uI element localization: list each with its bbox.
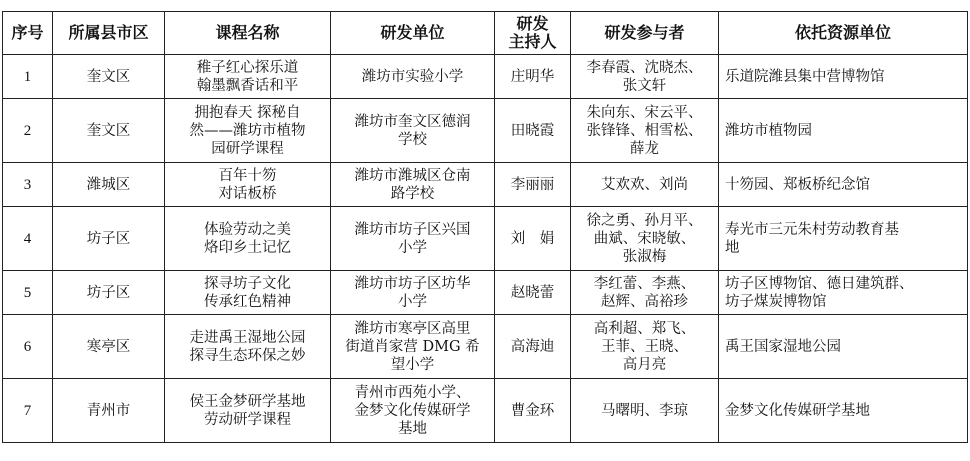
cell-no: 3 [3,163,53,207]
cell-developer: 潍坊市寒亭区高里 街道肖家营 DMG 希 望小学 [331,315,495,379]
cell-resource: 寿光市三元朱村劳动教育基 地 [719,207,968,271]
cell-resource: 金梦文化传媒研学基地 [719,379,968,443]
cell-course: 百年十笏 对话板桥 [165,163,331,207]
header-participants: 研发参与者 [571,12,719,55]
cell-host: 田晓霞 [495,99,571,163]
cell-course: 侯王金梦研学基地 劳动研学课程 [165,379,331,443]
cell-developer: 潍坊市坊子区兴国 小学 [331,207,495,271]
cell-no: 6 [3,315,53,379]
cell-no: 2 [3,99,53,163]
table-row [3,163,968,207]
cell-resource: 坊子区博物馆、德日建筑群、 坊子煤炭博物馆 [719,271,968,315]
cell-developer: 潍坊市潍城区仓南 路学校 [331,163,495,207]
cell-host: 赵晓蕾 [495,271,571,315]
cell-course: 体验劳动之美 烙印乡土记忆 [165,207,331,271]
cell-participants: 徐之勇、孙月平、 曲斌、宋晓敏、 张淑梅 [571,207,719,271]
header-resource: 依托资源单位 [719,12,968,55]
cell-county: 寒亭区 [53,315,165,379]
cell-resource: 乐道院潍县集中营博物馆 [719,55,968,99]
cell-participants: 朱向东、宋云平、 张锋锋、相雪松、 薛龙 [571,99,719,163]
header-course: 课程名称 [165,12,331,55]
cell-host: 庄明华 [495,55,571,99]
cell-developer: 青州市西苑小学、 金梦文化传媒研学 基地 [331,379,495,443]
cell-no: 7 [3,379,53,443]
header-host: 研发 主持人 [495,12,571,55]
table-row [3,379,968,443]
cell-county: 坊子区 [53,207,165,271]
course-table [2,11,968,443]
cell-no: 5 [3,271,53,315]
cell-participants: 艾欢欢、刘尚 [571,163,719,207]
table-row [3,271,968,315]
cell-host: 刘 娟 [495,207,571,271]
table-row [3,99,968,163]
cell-resource: 禹王国家湿地公园 [719,315,968,379]
cell-course: 走进禹王湿地公园 探寻生态环保之妙 [165,315,331,379]
cell-county: 奎文区 [53,55,165,99]
table-row [3,207,968,271]
cell-county: 奎文区 [53,99,165,163]
cell-developer: 潍坊市坊子区坊华 小学 [331,271,495,315]
cell-resource: 十笏园、郑板桥纪念馆 [719,163,968,207]
cell-resource: 潍坊市植物园 [719,99,968,163]
cell-county: 青州市 [53,379,165,443]
cell-no: 1 [3,55,53,99]
header-developer: 研发单位 [331,12,495,55]
cell-participants: 高利超、郑飞、 王菲、王晓、 高月亮 [571,315,719,379]
cell-course: 探寻坊子文化 传承红色精神 [165,271,331,315]
cell-course: 拥抱春天 探秘自 然——潍坊市植物 园研学课程 [165,99,331,163]
table-row [3,55,968,99]
course-table-container [2,11,967,443]
cell-participants: 马曙明、李琼 [571,379,719,443]
cell-county: 潍城区 [53,163,165,207]
header-no: 序号 [3,12,53,55]
header-county: 所属县市区 [53,12,165,55]
cell-developer: 潍坊市奎文区德润 学校 [331,99,495,163]
table-header-row [3,12,968,55]
cell-participants: 李红蕾、李燕、 赵辉、高裕珍 [571,271,719,315]
cell-host: 高海迪 [495,315,571,379]
cell-county: 坊子区 [53,271,165,315]
cell-no: 4 [3,207,53,271]
cell-host: 曹金环 [495,379,571,443]
cell-developer: 潍坊市实验小学 [331,55,495,99]
cell-host: 李丽丽 [495,163,571,207]
cell-course: 稚子红心探乐道 翰墨飘香话和平 [165,55,331,99]
cell-participants: 李春霞、沈晓杰、 张文轩 [571,55,719,99]
table-row [3,315,968,379]
